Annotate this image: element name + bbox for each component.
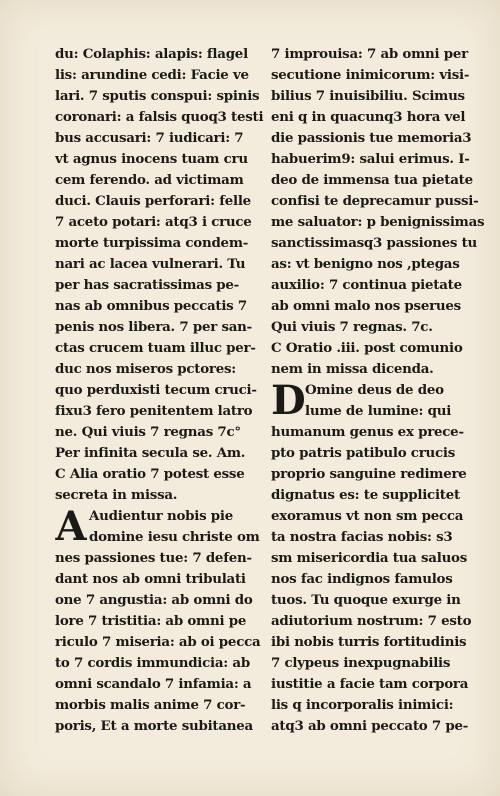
text-line: duci. Clauis perforari: felle [55,193,251,209]
text-line: ab omni malo nos pserues [271,298,461,314]
text-line: 7 clypeus inexpugnabilis [271,655,451,671]
text-line: secreta in missa. [55,487,178,503]
text-line: morte turpissima condem- [55,235,249,251]
text-line: proprio sanguine redimere [271,466,467,482]
text-line: nari ac lacea vulnerari. Tu [55,256,246,272]
text-line: sanctissimasq3 passiones tu [271,235,478,251]
text-line: 7 improuisa: 7 ab omni per [271,46,468,62]
text-line: domine iesu christe om [89,529,260,545]
text-line: fixu3 fero penitentem latro [55,403,253,419]
text-line: C Oratio .iii. post comunio [271,340,463,356]
text-line: eni q in quacunq3 hora vel [271,109,466,125]
text-line: Omine deus de deo [305,382,444,398]
text-line: one 7 angustia: ab omni do [55,592,253,608]
text-line: deo de immensa tua pietate [271,172,473,188]
text-line: habuerim9: salui erimus. I- [271,151,470,167]
text-line: iustitie a facie tam corpora [271,676,469,692]
text-line: nes passiones tue: 7 defen- [55,550,252,566]
left-column [55,44,277,737]
text-line: riculo 7 miseria: ab oi pecca [55,634,261,650]
right-column [271,44,486,737]
text-line: nos fac indignos famulos [271,571,453,587]
text-line: secutione inimicorum: visi- [271,67,470,83]
text-line: lore 7 tristitia: ab omni pe [55,613,247,629]
text-line: ta nostra facias nobis: s3 [271,529,453,545]
text-line: me saluator: p benignissimas [271,214,485,230]
text-line: atq3 ab omni peccato 7 pe- [271,718,469,734]
text-line: ibi nobis turris fortitudinis [271,634,467,650]
text-line: to 7 cordis immundicia: ab [55,655,250,671]
text-line: humanum genus ex prece- [271,424,464,440]
text-line: pto patris patibulo crucis [271,445,456,461]
text-line: coronari: a falsis quoq3 testi [55,109,264,125]
text-line: as: vt benigno nos ,ptegas [271,256,460,272]
text-line: bilius 7 inuisibiliu. Scimus [271,88,465,104]
text-line: sm misericordia tua saluos [271,550,468,566]
text-line: cem ferendo. ad victimam [55,172,244,188]
text-line: duc nos miseros pctores: [55,361,236,377]
text-line: omni scandalo 7 infamia: a [55,676,252,692]
text-line: lis q incorporalis inimici: [271,697,454,713]
text-line: morbis malis anime 7 cor- [55,697,246,713]
text-line: ctas crucem tuam illuc per- [55,340,256,356]
drop-cap-initial: A [55,503,87,550]
text-line: lis: arundine cedi: Facie ve [55,67,249,83]
text-line: Audientur nobis pie [89,508,234,524]
text-line: auxilio: 7 continua pietate [271,277,462,293]
text-line: exoramus vt non sm pecca [271,508,464,524]
text-line: die passionis tue memoria3 [271,130,472,146]
text-line: tuos. Tu quoque exurge in [271,592,461,608]
drop-cap-initial: D [271,377,306,424]
text-line: per has sacratissimas pe- [55,277,239,293]
text-line: ne. Qui viuis 7 regnas 7c° [55,424,241,440]
text-line: dignatus es: te supplicitet [271,487,460,503]
text-line: C Alia oratio 7 potest esse [55,466,245,482]
text-line: du: Colaphis: alapis: flagel [55,46,248,62]
text-line: Per infinita secula se. Am. [55,445,246,461]
text-line: bus accusari: 7 iudicari: 7 [55,130,244,146]
text-line: dant nos ab omni tribulati [55,571,246,587]
text-line: penis nos libera. 7 per san- [55,319,252,335]
text-line: nem in missa dicenda. [271,361,434,377]
text-line: nas ab omnibus peccatis 7 [55,298,247,314]
text-line: confisi te deprecamur pussi- [271,193,479,209]
text-line: Qui viuis 7 regnas. 7c. [271,319,433,335]
text-line: lume de lumine: qui [305,403,452,419]
text-line: lari. 7 sputis conspui: spinis [55,88,260,104]
text-line: 7 aceto potari: atq3 i cruce [55,214,252,230]
text-line: vt agnus inocens tuam cru [55,151,248,167]
text-line: adiutorium nostrum: 7 esto [271,613,472,629]
text-line: quo perduxisti tecum cruci- [55,382,257,398]
text-line: poris, Et a morte subitanea [55,718,253,734]
